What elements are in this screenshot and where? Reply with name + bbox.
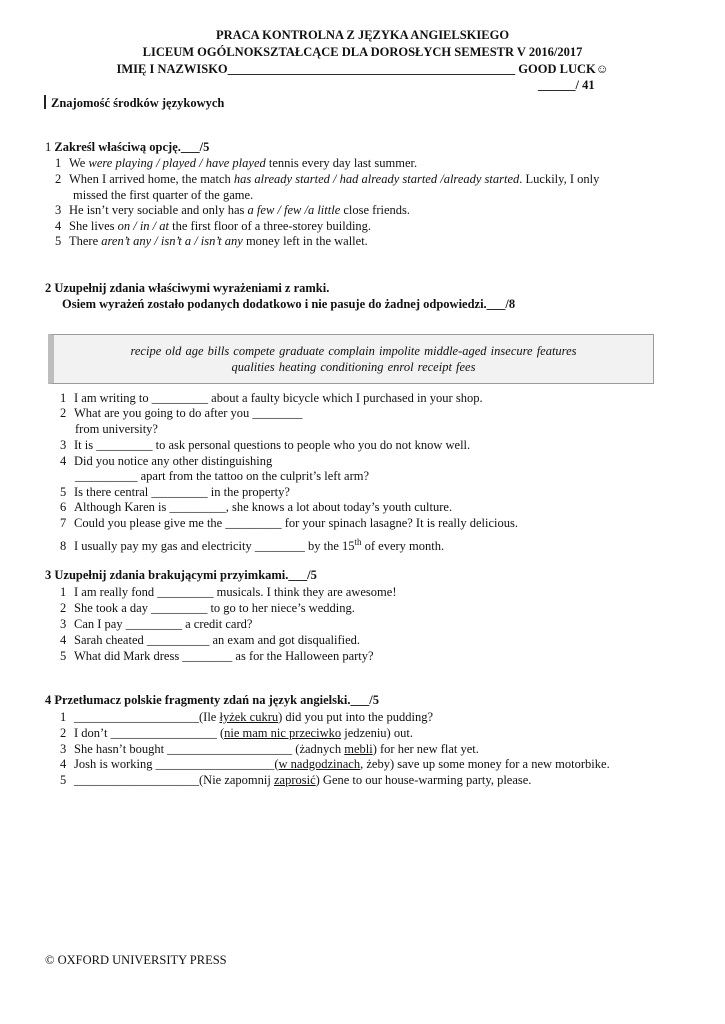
ex4-item: 1 ____________________(Ile łyżek cukru) did you put into the pudding? — [60, 710, 433, 724]
ex1-title — [45, 140, 209, 155]
ex2-subtitle: Osiem wyrażeń zostało podanych dodatkowo i nie pasuje do żadnej odpowiedzi.___/8 — [62, 297, 516, 311]
ex3-item: 1 I am really fond _________ musicals. I think they are awesome! — [60, 585, 397, 599]
ex3-item: 2 She took a day _________ to go to her niece’s wedding. — [60, 601, 355, 615]
ex3-item: 4 Sarah cheated __________ an exam and got disqualified. — [60, 633, 361, 647]
ex3-item: 3 Can I pay _________ a credit card? — [60, 617, 253, 631]
ex2-item: 5 Is there central _________ in the property? — [60, 485, 290, 499]
header-school: LICEUM OGÓLNOKSZTAŁCĄCE DLA DOROSŁYCH SEMESTR V 2016/2017 — [142, 45, 583, 59]
header-title: PRACA KONTROLNA Z JĘZYKA ANGIELSKIEGO — [215, 28, 510, 42]
ex1-item: 5 There aren’t any / isn’t a / isn’t any money left in the wallet. — [55, 234, 368, 248]
ex2-item: 4 Did you notice any other distinguishing — [60, 454, 273, 468]
smiley-icon: ☺ — [595, 62, 609, 76]
word-box-line-1: recipe old age bills compete graduate complain impolite middle-aged insecure features — [130, 344, 577, 358]
ex4-title: 4 Przetłumacz polskie fragmenty zdań na język angielski.___/5 — [45, 693, 379, 707]
word-box-line-2: qualities heating conditioning enrol receipt fees — [231, 360, 476, 374]
ex4-item: 4 Josh is working ___________________(w nadgodzinach, żeby) save up some money for a new motorbike. — [60, 757, 610, 771]
name-label: IMIĘ I NAZWISKO — [116, 62, 228, 76]
ex4-item: 2 I don’t _________________ (nie mam nic przeciwko jedzeniu) out. — [60, 726, 413, 740]
ex2-item: 8 I usually pay my gas and electricity ________ by the 15th of every month. — [60, 537, 445, 553]
ex2-item: 2 What are you going to do after you ________ — [60, 406, 303, 420]
section-bar — [44, 95, 46, 109]
ex3-item: 5 What did Mark dress ________ as for the Halloween party? — [60, 649, 374, 663]
ex1-item: 3 He isn’t very sociable and only has a few / few /a little close friends. — [55, 203, 411, 217]
footer-copyright: © OXFORD UNIVERSITY PRESS — [45, 953, 227, 967]
header-name-row — [0, 61, 725, 77]
ex2-item: 3 It is _________ to ask personal questions to people who you do not know well. — [60, 438, 471, 452]
ex1-number: 1 — [45, 140, 52, 154]
good-luck: GOOD LUCK — [518, 62, 596, 76]
ex1-item-continuation: missed the first quarter of the game. — [73, 188, 254, 202]
score-row — [538, 78, 595, 93]
ex2-title: 2 Uzupełnij zdania właściwymi wyrażeniami z ramki. — [45, 281, 330, 295]
ex1-item: 1 We were playing / played / have played tennis every day last summer. — [55, 156, 418, 170]
ex2-item: 7 Could you please give me the _________ for your spinach lasagne? It is really delicious. — [60, 516, 518, 530]
ex2-item: 1 I am writing to _________ about a faulty bicycle which I purchased in your shop. — [60, 391, 483, 405]
ex1-item: 2 When I arrived home, the match has already started / had already started /already started. Luckily, I only — [55, 172, 600, 186]
score-blank: ______ — [538, 78, 576, 92]
ex2-item: 6 Although Karen is _________, she knows a lot about today’s youth culture. — [60, 500, 453, 514]
name-blank: ______________________________________________ — [227, 62, 516, 76]
section-title: Znajomość środków językowych — [51, 96, 225, 110]
ex2-item-continuation: __________ apart from the tattoo on the culprit’s left arm? — [75, 469, 370, 483]
score-total: / 41 — [575, 78, 595, 92]
ex4-item: 3 She hasn’t bought ____________________ (żadnych mebli) for her new flat yet. — [60, 742, 479, 756]
ex1-instruction: Zakreśl właściwą opcję.___/5 — [54, 140, 210, 154]
ex3-title: 3 Uzupełnij zdania brakującymi przyimkami.___/5 — [45, 568, 317, 582]
ex1-item: 4 She lives on / in / at the first floor of a three-storey building. — [55, 219, 372, 233]
ex2-item-continuation: from university? — [75, 422, 158, 436]
ex4-item: 5 ____________________(Nie zapomnij zaprosić) Gene to our house-warming party, please. — [60, 773, 532, 787]
word-box — [48, 334, 654, 384]
